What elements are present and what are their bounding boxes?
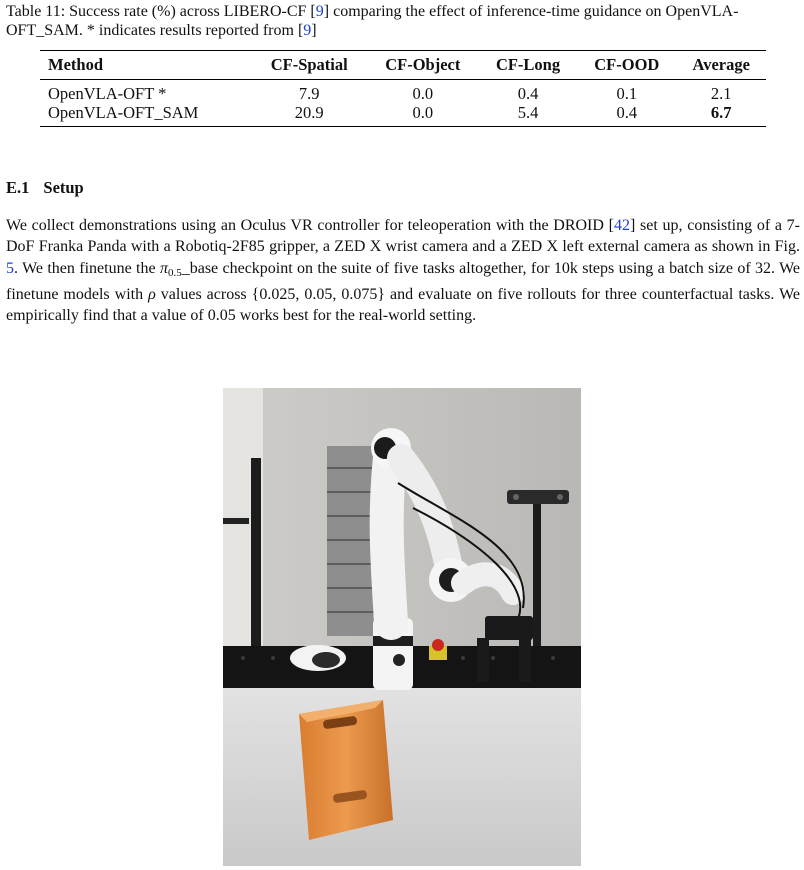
section-heading bbox=[6, 178, 84, 198]
caption-text: Success rate (%) across LIBERO-CF [ bbox=[65, 3, 316, 20]
caption-text: ] bbox=[311, 22, 317, 39]
caption-prefix: Table 11: bbox=[6, 3, 66, 20]
table-header-row bbox=[40, 51, 766, 80]
caption-text: ] comparing the effect of inference-time guidance on OpenVLA-OFT_SAM. * indicates results reported from [ bbox=[6, 3, 739, 39]
column-header: CF-Long bbox=[495, 55, 561, 74]
value-cell: 2.1 bbox=[710, 84, 732, 103]
value-cell: 5.4 bbox=[517, 103, 539, 122]
citation-link[interactable]: 42 bbox=[613, 217, 630, 234]
column-header: Average bbox=[692, 55, 750, 74]
results-table bbox=[40, 50, 766, 127]
column-header: Method bbox=[48, 55, 103, 74]
method-cell: OpenVLA-OFT_SAM bbox=[48, 103, 199, 122]
paragraph-text: _base checkpoint on the suite of five tasks altogether, for 10k steps using a batch size of 32. We finetune models with bbox=[6, 259, 800, 303]
best-value-cell: 6.7 bbox=[710, 103, 732, 122]
table-row bbox=[40, 80, 766, 104]
citation-link[interactable]: 9 bbox=[315, 3, 324, 20]
body-paragraph bbox=[6, 215, 800, 326]
citation-link[interactable]: 9 bbox=[303, 22, 312, 39]
robot-setup-photo bbox=[223, 388, 581, 866]
math-subscript: 0.5 bbox=[167, 266, 182, 279]
value-cell: 0.4 bbox=[517, 84, 539, 103]
column-header: CF-Spatial bbox=[270, 55, 348, 74]
value-cell: 7.9 bbox=[298, 84, 320, 103]
column-header: CF-Object bbox=[385, 55, 461, 74]
table-caption bbox=[6, 2, 802, 40]
section-number: E.1 bbox=[6, 178, 30, 197]
column-header: CF-OOD bbox=[594, 55, 660, 74]
robot-photo-illustration bbox=[223, 388, 581, 866]
value-cell: 0.1 bbox=[616, 84, 638, 103]
math-symbol-pi: π bbox=[159, 259, 168, 277]
math-symbol-rho: ρ bbox=[148, 285, 156, 303]
method-cell: OpenVLA-OFT * bbox=[48, 84, 167, 103]
section-title: Setup bbox=[43, 178, 84, 197]
table-row bbox=[40, 103, 766, 127]
value-cell: 0.4 bbox=[616, 103, 638, 122]
value-cell: 0.0 bbox=[412, 103, 434, 122]
paragraph-text: We collect demonstrations using an Oculus VR controller for teleoperation with the DROID [ bbox=[6, 217, 614, 234]
figure-reference-link[interactable]: 5 bbox=[6, 259, 14, 277]
paragraph-text: ] set up, consisting of a 7-DoF Franka Panda with a Robotiq-2F85 gripper, a ZED X wrist camera and a ZED X left external camera as shown in Fig. bbox=[6, 217, 801, 256]
value-cell: 20.9 bbox=[294, 103, 324, 122]
value-cell: 0.0 bbox=[412, 84, 434, 103]
paragraph-text: values across {0.025, 0.05, 0.075} and evaluate on five rollouts for three counterfactual tasks. We empirically find that a value of 0.05 works best for the real-world setting. bbox=[6, 285, 800, 325]
paragraph-text: . We then finetune the bbox=[14, 259, 160, 277]
